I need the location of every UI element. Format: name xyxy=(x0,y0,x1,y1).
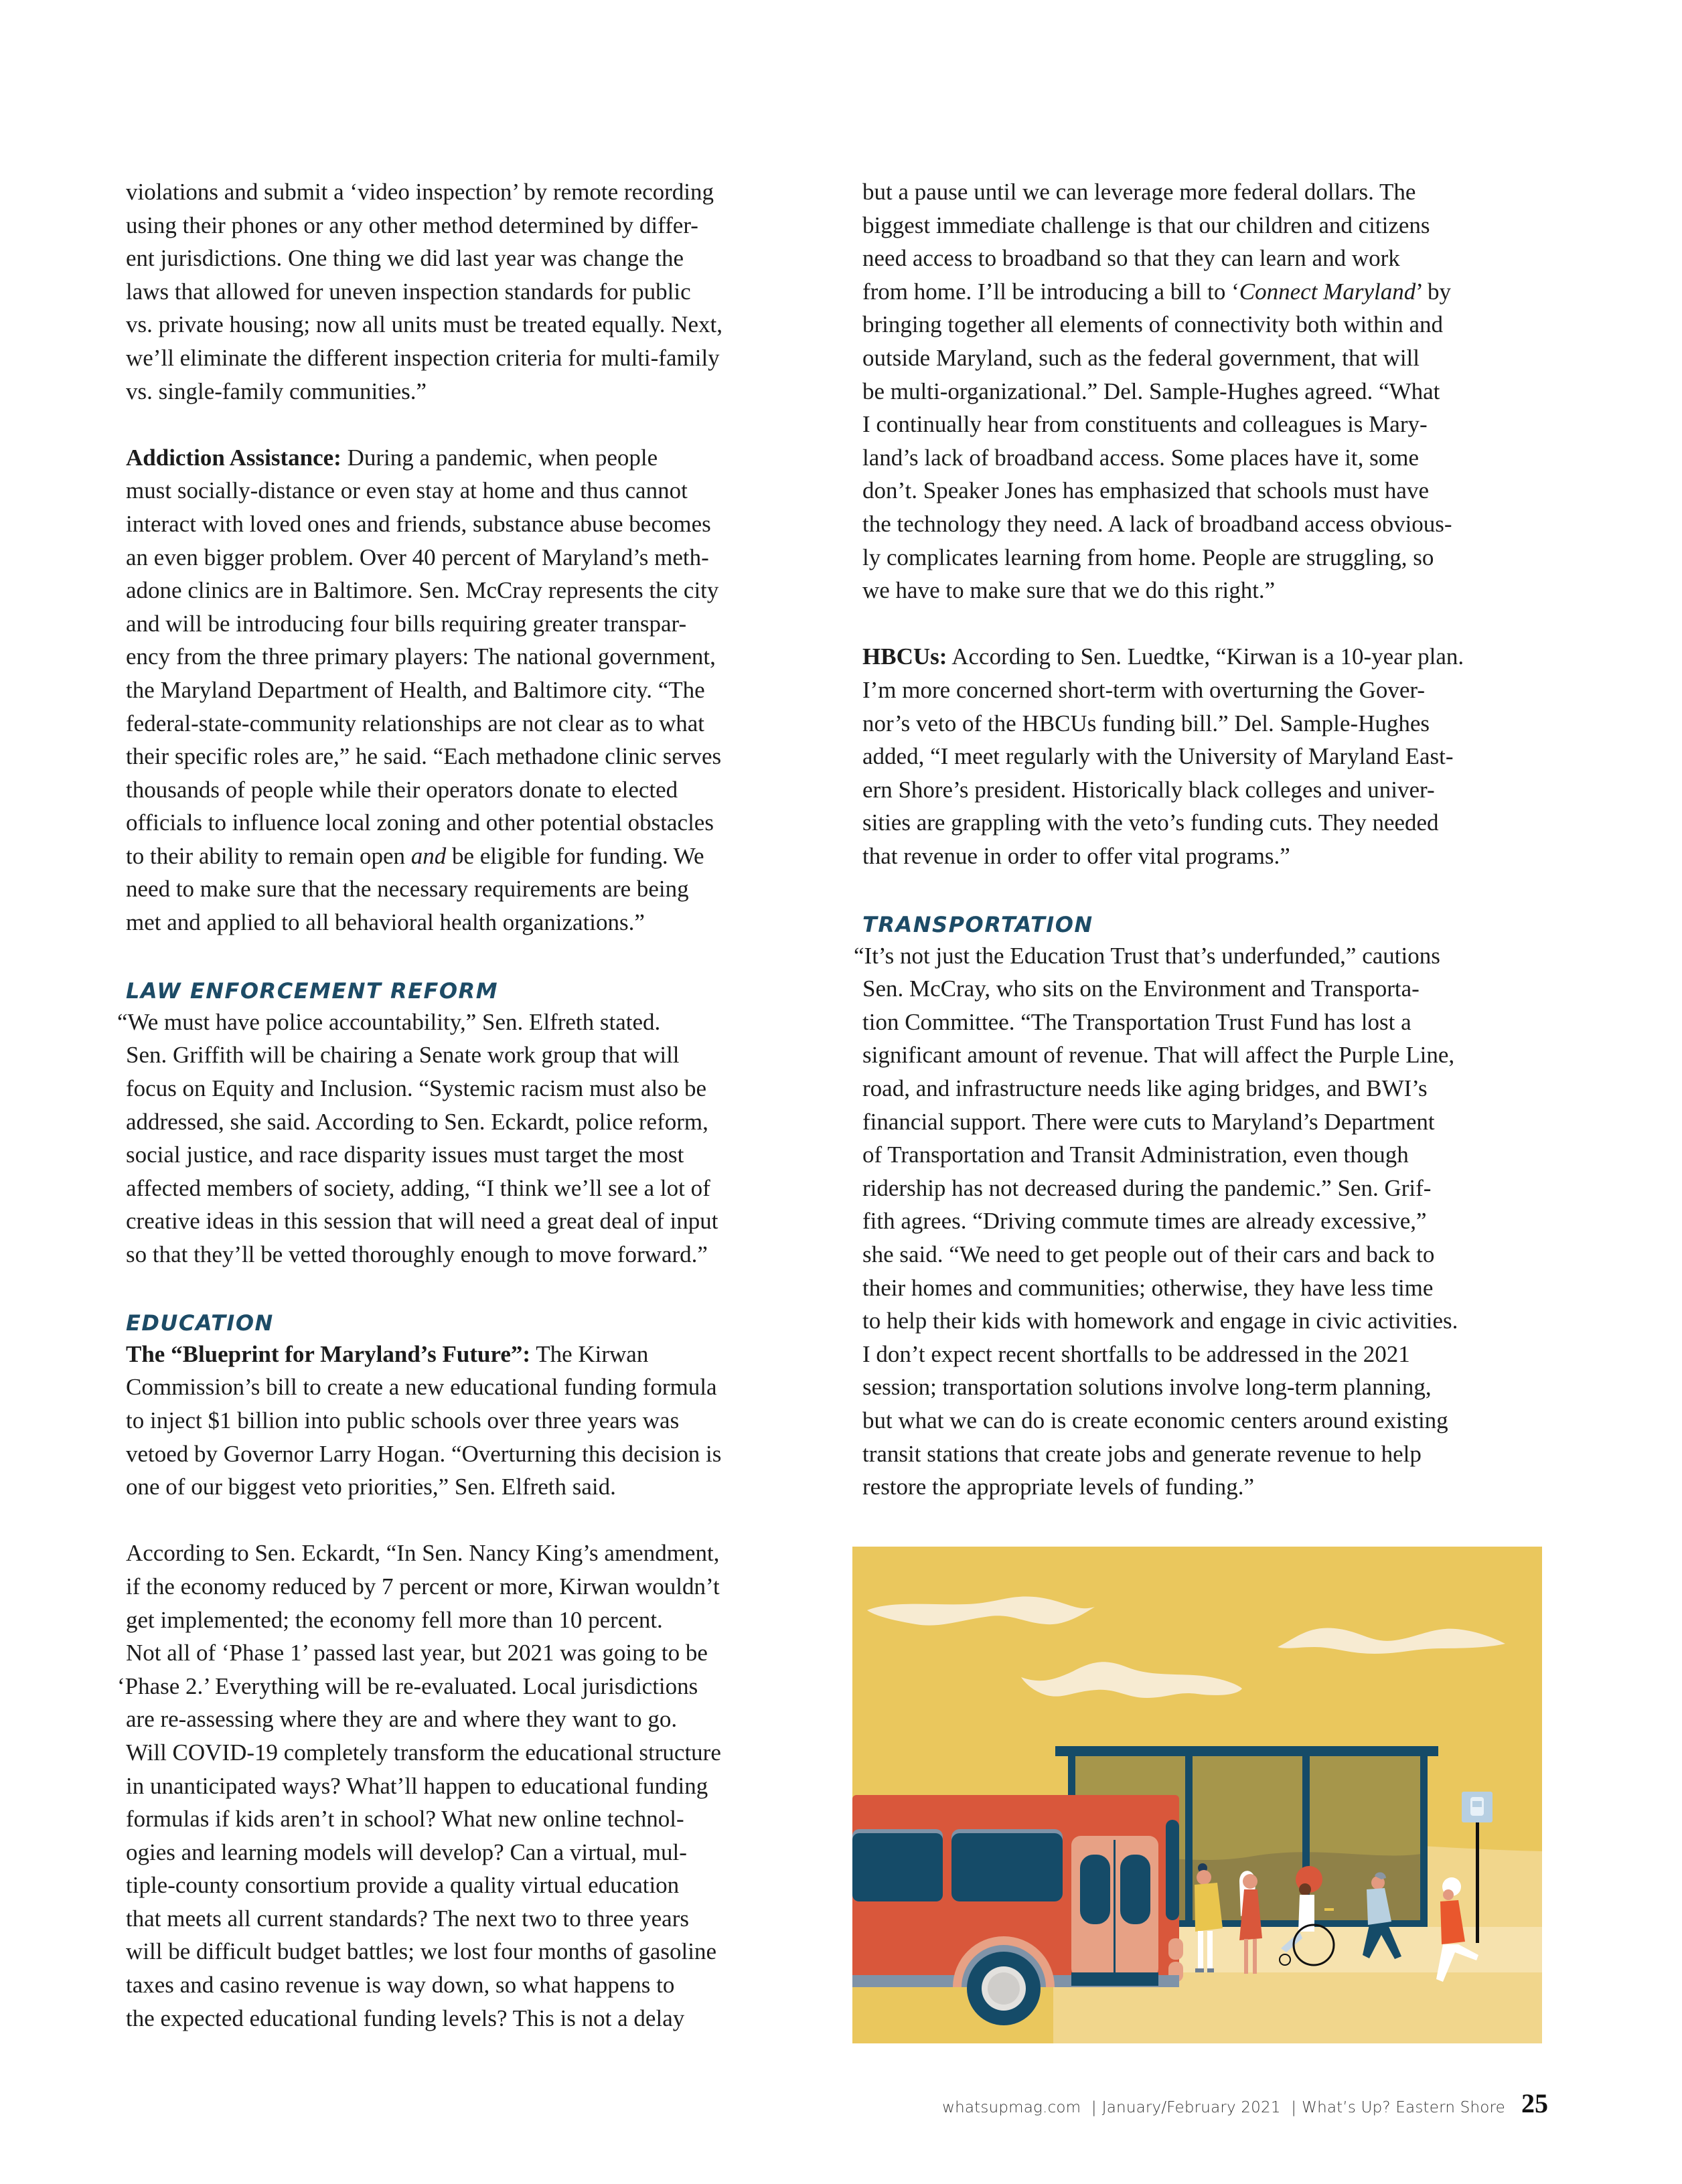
text-line: need to make sure that the necessary requirements are being xyxy=(126,876,689,903)
text-line: transit stations that create jobs and generate revenue to help xyxy=(862,1440,1422,1467)
text-line: using their phones or any other method determined by differ- xyxy=(126,212,698,238)
paragraph-gap xyxy=(126,1504,822,1537)
text-line: Commission’s bill to create a new educational funding formula xyxy=(126,1374,717,1401)
hbcus-paragraph xyxy=(862,640,1565,872)
text-line: I don’t expect recent shortfalls to be addressed in the 2021 xyxy=(862,1340,1410,1367)
text-line: restore the appropriate levels of funding.” xyxy=(862,1474,1255,1500)
text-line: fith agrees. “Driving commute times are already excessive,” xyxy=(862,1208,1427,1235)
paragraph-gap xyxy=(126,408,822,441)
transportation-section xyxy=(854,906,1565,1504)
text-line: but what we can do is create economic centers around existing xyxy=(862,1407,1448,1433)
text-run: from home. I’ll be introducing a bill to ‘ xyxy=(862,278,1239,305)
text-line: in unanticipated ways? What’ll happen to educational funding xyxy=(126,1772,708,1799)
text-line: one of our biggest veto priorities,” Sen. Elfreth said. xyxy=(126,1474,616,1500)
text-line: Not all of ‘Phase 1’ passed last year, but 2021 was going to be xyxy=(126,1640,708,1666)
text-line: addressed, she said. According to Sen. Eckardt, police reform, xyxy=(126,1108,708,1135)
text-line: focus on Equity and Inclusion. “Systemic racism must also be xyxy=(126,1075,707,1102)
text-line: adone clinics are in Baltimore. Sen. McCray represents the city xyxy=(126,577,719,604)
text-line: vetoed by Governor Larry Hogan. “Overturning this decision is xyxy=(126,1440,722,1467)
text-line: session; transportation solutions involve long-term planning, xyxy=(862,1374,1432,1401)
section-heading-education: EDUCATION xyxy=(126,1310,274,1336)
text-line: outside Maryland, such as the federal government, that will xyxy=(862,344,1420,371)
text-line: financial support. There were cuts to Maryland’s Department xyxy=(862,1108,1435,1135)
text-line: get implemented; the economy fell more than 10 percent. xyxy=(126,1606,663,1633)
text-run: be eligible for funding. We xyxy=(446,842,704,869)
text-line: sities are grappling with the veto’s funding cuts. They needed xyxy=(862,809,1439,836)
emphasis: and xyxy=(410,842,447,869)
text-line: that revenue in order to offer vital programs.” xyxy=(862,842,1290,869)
text-line: Will COVID-19 completely transform the educational structure xyxy=(126,1739,721,1766)
broadband-paragraph xyxy=(862,175,1565,607)
text-line: I’m more concerned short-term with overturning the Gover- xyxy=(862,676,1425,703)
addiction-lead: Addiction Assistance: xyxy=(126,444,341,471)
text-line: land’s lack of broadband access. Some places have it, some xyxy=(862,444,1419,471)
section-heading-transportation: TRANSPORTATION xyxy=(862,912,1093,938)
text-line: interact with loved ones and friends, substance abuse becomes xyxy=(126,510,711,537)
text-line: taxes and casino revenue is way down, so what happens to xyxy=(126,1972,675,1999)
text-line: will be difficult budget battles; we lost four months of gasoline xyxy=(126,1938,716,1965)
text-line: the expected educational funding levels? This is not a delay xyxy=(126,2005,685,2031)
text-run: The Kirwan xyxy=(530,1340,649,1367)
text-line xyxy=(126,1338,822,1371)
text-run: During a pandemic, when people xyxy=(341,444,658,471)
text-line: that meets all current standards? The next two to three years xyxy=(126,1905,689,1932)
text-line: nor’s veto of the HBCUs funding bill.” Del. Sample-Hughes xyxy=(862,710,1430,736)
text-line: to inject $1 billion into public schools over three years was xyxy=(126,1407,680,1433)
addiction-assistance-paragraph xyxy=(126,441,822,939)
text-line: biggest immediate challenge is that our children and citizens xyxy=(862,212,1430,238)
footer-folio xyxy=(942,2099,1505,2116)
text-line: ency from the three primary players: The national government, xyxy=(126,643,716,670)
text-line: met and applied to all behavioral health organizations.” xyxy=(126,909,645,936)
text-line: to help their kids with homework and engage in civic activities. xyxy=(862,1308,1458,1334)
text-line: she said. “We need to get people out of their cars and back to xyxy=(862,1241,1435,1267)
footer-separator: | xyxy=(1291,2099,1297,2116)
text-line xyxy=(126,441,822,475)
text-line: bringing together all elements of connectivity both within and xyxy=(862,311,1444,338)
education-section xyxy=(117,1304,822,2035)
text-line: tiple-county consortium provide a quality virtual education xyxy=(126,1872,680,1899)
footer-site: whatsupmag.com xyxy=(942,2099,1081,2116)
text-line: federal-state-community relationships are not clear as to what xyxy=(126,710,704,736)
paragraph-gap xyxy=(862,872,1565,906)
text-line: thousands of people while their operators donate to elected xyxy=(126,776,678,803)
text-run: ’ by xyxy=(1416,278,1452,305)
blueprint-lead: The “Blueprint for Maryland’s Future”: xyxy=(126,1340,531,1367)
text-line: their specific roles are,” he said. “Each methadone clinic serves xyxy=(126,743,722,770)
text-line: need access to broadband so that they can learn and work xyxy=(862,245,1400,272)
text-line: creative ideas in this session that will need a great deal of input xyxy=(126,1208,718,1235)
text-line: ly complicates learning from home. People are struggling, so xyxy=(862,544,1434,570)
right-column xyxy=(854,175,1565,1504)
left-column xyxy=(117,175,822,2035)
text-line: must socially-distance or even stay at home and thus cannot xyxy=(126,477,688,504)
text-line: if the economy reduced by 7 percent or more, Kirwan wouldn’t xyxy=(126,1573,720,1600)
text-line: we’ll eliminate the different inspection criteria for multi-family xyxy=(126,344,720,371)
page-footer xyxy=(942,2088,1548,2119)
text-line: formulas if kids aren’t in school? What new online technol- xyxy=(126,1806,684,1832)
text-line: their homes and communities; otherwise, they have less time xyxy=(862,1274,1434,1301)
text-line: and will be introducing four bills requiring greater transpar- xyxy=(126,610,687,637)
footer-publication: What’s Up? Eastern Shore xyxy=(1302,2099,1505,2116)
text-line: vs. private housing; now all units must be treated equally. Next, xyxy=(126,311,723,338)
text-line: are re-assessing where they are and where they want to go. xyxy=(126,1706,678,1733)
text-line: the Maryland Department of Health, and Baltimore city. “The xyxy=(126,676,705,703)
footer-separator: | xyxy=(1091,2099,1097,2116)
text-line: road, and infrastructure needs like aging bridges, and BWI’s xyxy=(862,1075,1428,1102)
text-line: added, “I meet regularly with the University of Maryland East- xyxy=(862,743,1454,770)
text-line xyxy=(862,275,1565,309)
paragraph-gap xyxy=(862,607,1565,641)
intro-paragraph xyxy=(126,175,822,408)
text-line: tion Committee. “The Transportation Trust Fund has lost a xyxy=(862,1008,1411,1035)
text-line: officials to influence local zoning and other potential obstacles xyxy=(126,809,714,836)
text-run: According to Sen. Luedtke, “Kirwan is a 10-year plan. xyxy=(947,643,1464,670)
text-line: violations and submit a ‘video inspection’ by remote recording xyxy=(126,179,714,205)
text-line: Sen. Griffith will be chairing a Senate work group that will xyxy=(126,1042,680,1069)
text-line: be multi-organizational.” Del. Sample-Hughes agreed. “What xyxy=(862,378,1440,404)
paragraph-gap xyxy=(126,1271,822,1305)
page-number: 25 xyxy=(1521,2088,1548,2118)
text-line: but a pause until we can leverage more federal dollars. The xyxy=(862,179,1416,205)
text-line: “It’s not just the Education Trust that’s underfunded,” cautions xyxy=(854,942,1440,969)
text-line: an even bigger problem. Over 40 percent of Maryland’s meth- xyxy=(126,544,709,570)
text-line: ern Shore’s president. Historically black colleges and univer- xyxy=(862,776,1435,803)
text-line: of Transportation and Transit Administration, even though xyxy=(862,1142,1409,1168)
text-line: social justice, and race disparity issues must target the most xyxy=(126,1142,684,1168)
paragraph-gap xyxy=(126,939,822,973)
text-line xyxy=(126,840,822,873)
text-line: laws that allowed for uneven inspection standards for public xyxy=(126,278,691,305)
text-line: “We must have police accountability,” Sen. Elfreth stated. xyxy=(117,1008,661,1035)
text-line: so that they’ll be vetted thoroughly enough to move forward.” xyxy=(126,1241,708,1267)
text-line: significant amount of revenue. That will affect the Purple Line, xyxy=(862,1042,1455,1069)
text-line: According to Sen. Eckardt, “In Sen. Nancy King’s amendment, xyxy=(126,1540,720,1567)
text-line: the technology they need. A lack of broadband access obvious- xyxy=(862,510,1452,537)
footer-issue: January/February 2021 xyxy=(1101,2099,1281,2116)
text-run: to their ability to remain open xyxy=(126,842,411,869)
text-line: we have to make sure that we do this right.” xyxy=(862,577,1276,604)
text-line: affected members of society, adding, “I think we’ll see a lot of xyxy=(126,1174,710,1201)
hbcus-lead: HBCUs: xyxy=(862,643,947,670)
text-line: ent jurisdictions. One thing we did last year was change the xyxy=(126,245,684,272)
law-enforcement-section xyxy=(117,972,822,1271)
bill-name: Connect Maryland xyxy=(1239,278,1416,305)
text-line: don’t. Speaker Jones has emphasized that schools must have xyxy=(862,477,1429,504)
text-line: ridership has not decreased during the pandemic.” Sen. Grif- xyxy=(862,1174,1432,1201)
bus-stop-illustration xyxy=(852,1547,1542,2043)
text-line xyxy=(862,640,1565,674)
text-line: I continually hear from constituents and colleagues is Mary- xyxy=(862,411,1428,438)
text-line: ogies and learning models will develop? Can a virtual, mul- xyxy=(126,1839,687,1865)
text-line: Sen. McCray, who sits on the Environment and Transporta- xyxy=(862,976,1420,1002)
section-heading-law-enforcement: LAW ENFORCEMENT REFORM xyxy=(126,978,499,1004)
text-line: ‘Phase 2.’ Everything will be re-evaluated. Local jurisdictions xyxy=(117,1672,698,1699)
bus-stop-scene-svg xyxy=(852,1547,1542,2043)
text-line: vs. single-family communities.” xyxy=(126,378,427,404)
